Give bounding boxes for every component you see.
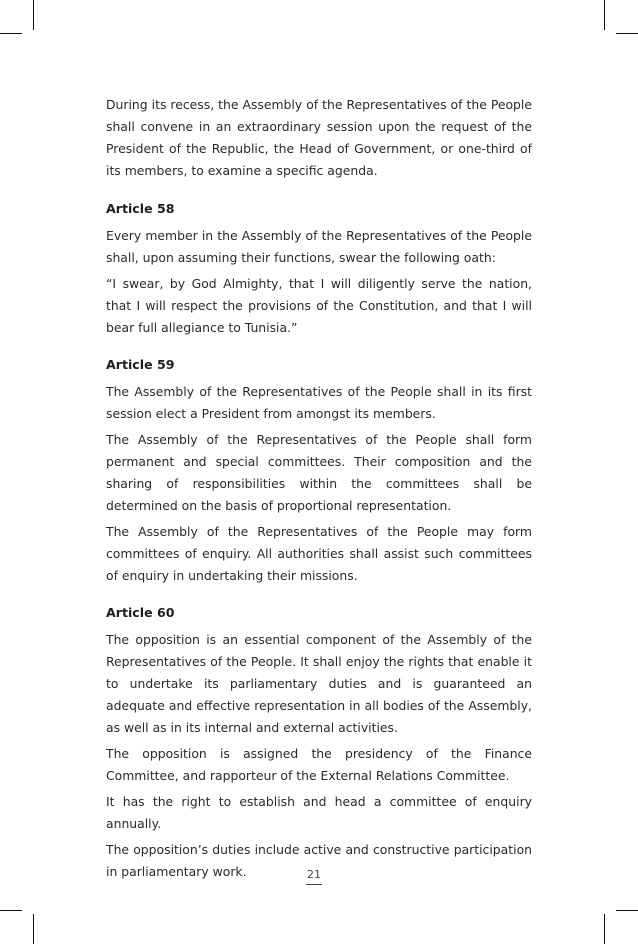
- article-59-heading: Article 59: [106, 357, 175, 372]
- article-60-heading: Article 60: [106, 605, 175, 620]
- page-body: [106, 94, 532, 887]
- crop-mark-top-right-vertical: [604, 0, 605, 30]
- article-58-oath: “I swear, by God Almighty, that I will diligently serve the nation, that I will respect the provisions of the Constitution, and that I will bear full allegiance to Tunisia.”: [106, 276, 532, 335]
- crop-mark-top-left-horizontal: [0, 33, 22, 34]
- article-60-paragraph: The opposition is an essential component of the Assembly of the Representatives of the People. It shall enjoy the rights that enable it to undertake its parliamentary duties and is guaranteed an adequate and effective representation in all bodies of the Assembly, as well as in its internal and external activities.: [106, 632, 532, 735]
- article-59-paragraph: The Assembly of the Representatives of the People shall in its first session elect a President from amongst its members.: [106, 384, 532, 421]
- crop-mark-bottom-left-horizontal: [0, 910, 22, 911]
- intro-paragraph: During its recess, the Assembly of the Representatives of the People shall convene in an extraordinary session upon the request of the President of the Republic, the Head of Government, or one-third of its members, to examine a specific agenda.: [106, 97, 532, 178]
- article-58-paragraph: Every member in the Assembly of the Representatives of the People shall, upon assuming their functions, swear the following oath:: [106, 228, 532, 265]
- page-number: 21: [307, 868, 321, 881]
- article-60-paragraph: It has the right to establish and head a committee of enquiry annually.: [106, 794, 532, 831]
- article-60-paragraph: The opposition’s duties include active and constructive participation in parliamentary work.: [106, 842, 532, 879]
- article-59-paragraph: The Assembly of the Representatives of the People shall form permanent and special committees. Their composition and the sharing of responsibilities within the committees shall be determined on the basis of proportional representation.: [106, 432, 532, 513]
- article-60-paragraph: The opposition is assigned the presidency of the Finance Committee, and rapporteur of the External Relations Committee.: [106, 746, 532, 783]
- article-58-heading: Article 58: [106, 201, 175, 216]
- crop-mark-top-left-vertical: [33, 0, 34, 30]
- crop-mark-bottom-right-horizontal: [616, 910, 638, 911]
- article-59-paragraph: The Assembly of the Representatives of the People may form committees of enquiry. All authorities shall assist such committees of enquiry in undertaking their missions.: [106, 524, 532, 583]
- crop-mark-bottom-right-vertical: [604, 914, 605, 944]
- crop-mark-top-right-horizontal: [616, 33, 638, 34]
- crop-mark-bottom-left-vertical: [33, 914, 34, 944]
- page-number-underline: [306, 884, 322, 885]
